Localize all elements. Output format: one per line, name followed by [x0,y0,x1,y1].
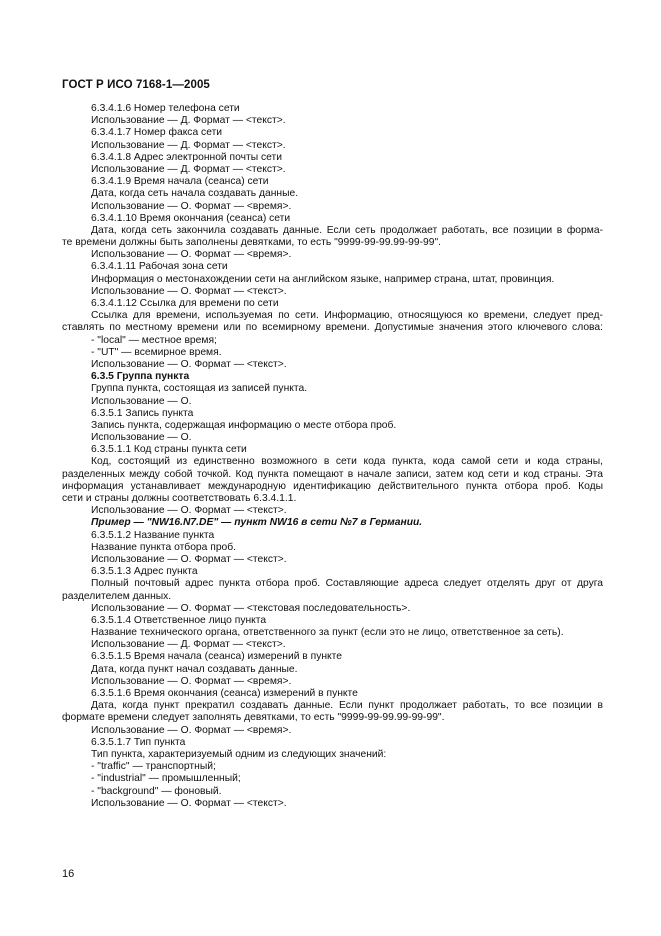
usage-line: Использование — Д. Формат — <текст>. [91,139,286,151]
description-line: Дата, когда сеть начала создавать данные. [91,188,299,200]
description-line: те времени должны быть заполнены девятками, то есть "9999-99-99.99-99-99". [62,237,442,249]
usage-line: Использование — О. Формат — <текст>. [91,505,287,517]
clause-heading: 6.3.4.1.6 Номер телефона сети [91,103,240,114]
list-item: - "traffic" — транспортный; [91,761,216,773]
clause-heading: 6.3.5.1 Запись пункта [91,407,194,419]
clause-heading: 6.3.4.1.8 Адрес электронной почты сети [91,151,282,163]
clause-heading: 6.3.5.1.2 Название пункта [91,529,215,541]
clause-heading: 6.3.5.1.1 Код страны пункта сети [91,444,247,456]
clause-heading: 6.3.5.1.4 Ответственное лицо пункта [91,614,267,626]
usage-line: Использование — О. Формат — <текст>. [91,797,287,809]
usage-line: Использование — О. [91,395,192,407]
list-item: - "UT" — всемирное время. [91,346,222,358]
description-line: Тип пункта, характеризуемый одним из следующих значений: [91,748,387,760]
page-header-standard-title: ГОСТ Р ИСО 7168-1—2005 [62,79,210,91]
description-line: Ссылка для времени, используемая по сети. Информацию, относящуюся ко времени, следует пред- [91,310,603,322]
example-line: Пример — "NW16.N7.DE" — пункт NW16 в сети №7 в Германии. [91,517,423,529]
clause-heading: 6.3.4.1.9 Время начала (сеанса) сети [91,176,269,188]
usage-line: Использование — О. Формат — <текст>. [91,553,287,565]
usage-line: Использование — О. Формат — <текстовая последовательность>. [91,602,411,614]
description-line: формате времени следует заполнять девятками, то есть "9999-99-99.99-99-99". [62,712,445,724]
description-line: разделителем данных. [62,590,172,602]
description-line: Код, состоящий из единственно возможного в сети кода пункта, кода самой сети и кода страны, [91,456,603,468]
list-item: - "industrial" — промышленный; [91,773,241,785]
usage-line: Использование — О. Формат — <время>. [91,249,292,261]
usage-line: Использование — О. Формат — <текст>. [91,358,287,370]
clause-heading: 6.3.4.1.10 Время окончания (сеанса) сети [91,212,291,224]
usage-line: Использование — О. Формат — <время>. [91,724,292,736]
description-line: Запись пункта, содержащая информацию о месте отбора проб. [91,419,397,431]
description-line: Дата, когда пункт прекратил создавать данные. Если пункт продолжает работать, то все позиции в [91,700,603,712]
description-line: Название технического органа, ответственного за пункт (если это не лицо, ответственное за сеть). [91,627,564,639]
description-line: Группа пункта, состоящая из записей пункта. [91,383,308,395]
clause-heading: 6.3.5.1.5 Время начала (сеанса) измерений в пункте [91,651,343,663]
usage-line: Использование — Д. Формат — <текст>. [91,115,286,127]
usage-line: Использование — О. Формат — <время>. [91,675,292,687]
list-item: - "local" — местное время; [91,334,217,346]
clause-heading: 6.3.5.1.3 Адрес пункта [91,566,198,578]
clause-heading: 6.3.5.1.6 Время окончания (сеанса) измерений в пункте [91,688,358,699]
usage-line: Использование — Д. Формат — <текст>. [91,639,286,651]
description-line: Название пункта отбора проб. [91,541,237,553]
document-body [62,103,603,810]
usage-line: Использование — О. [91,432,192,444]
page-number: 16 [62,868,75,880]
description-line: информация устанавливает международную идентификацию действительного пункта отбора проб. Коды [62,480,603,492]
description-line: Дата, когда сеть закончила создавать данные. Если сеть продолжает работать, все позиции в форма- [91,224,603,236]
description-line: ставлять по местному времени или по всемирному времени. Допустимые значения этого ключевого слова: [62,322,603,334]
section-heading: 6.3.5 Группа пункта [91,371,190,383]
description-line: разделенных между собой точкой. Код пункта помещают в начале записи, затем код сети и код страны. Эта [62,468,603,480]
description-line: Дата, когда пункт начал создавать данные. [91,663,298,675]
usage-line: Использование — О. Формат — <текст>. [91,285,287,297]
description-line: Информация о местонахождении сети на английском языке, например страна, штат, провинция. [91,273,555,285]
usage-line: Использование — О. Формат — <время>. [91,200,292,212]
clause-heading: 6.3.5.1.7 Тип пункта [91,736,186,748]
description-line: сети и страны должны соответствовать 6.3.4.1.1. [62,493,297,504]
usage-line: Использование — Д. Формат — <текст>. [91,163,286,175]
clause-heading: 6.3.4.1.12 Ссылка для времени по сети [91,298,279,309]
clause-heading: 6.3.4.1.11 Рабочая зона сети [91,261,228,273]
clause-heading: 6.3.4.1.7 Номер факса сети [91,127,223,139]
list-item: - "background" — фоновый. [91,785,222,797]
description-line: Полный почтовый адрес пункта отбора проб. Составляющие адреса следует отделять друг от друга [91,578,603,590]
